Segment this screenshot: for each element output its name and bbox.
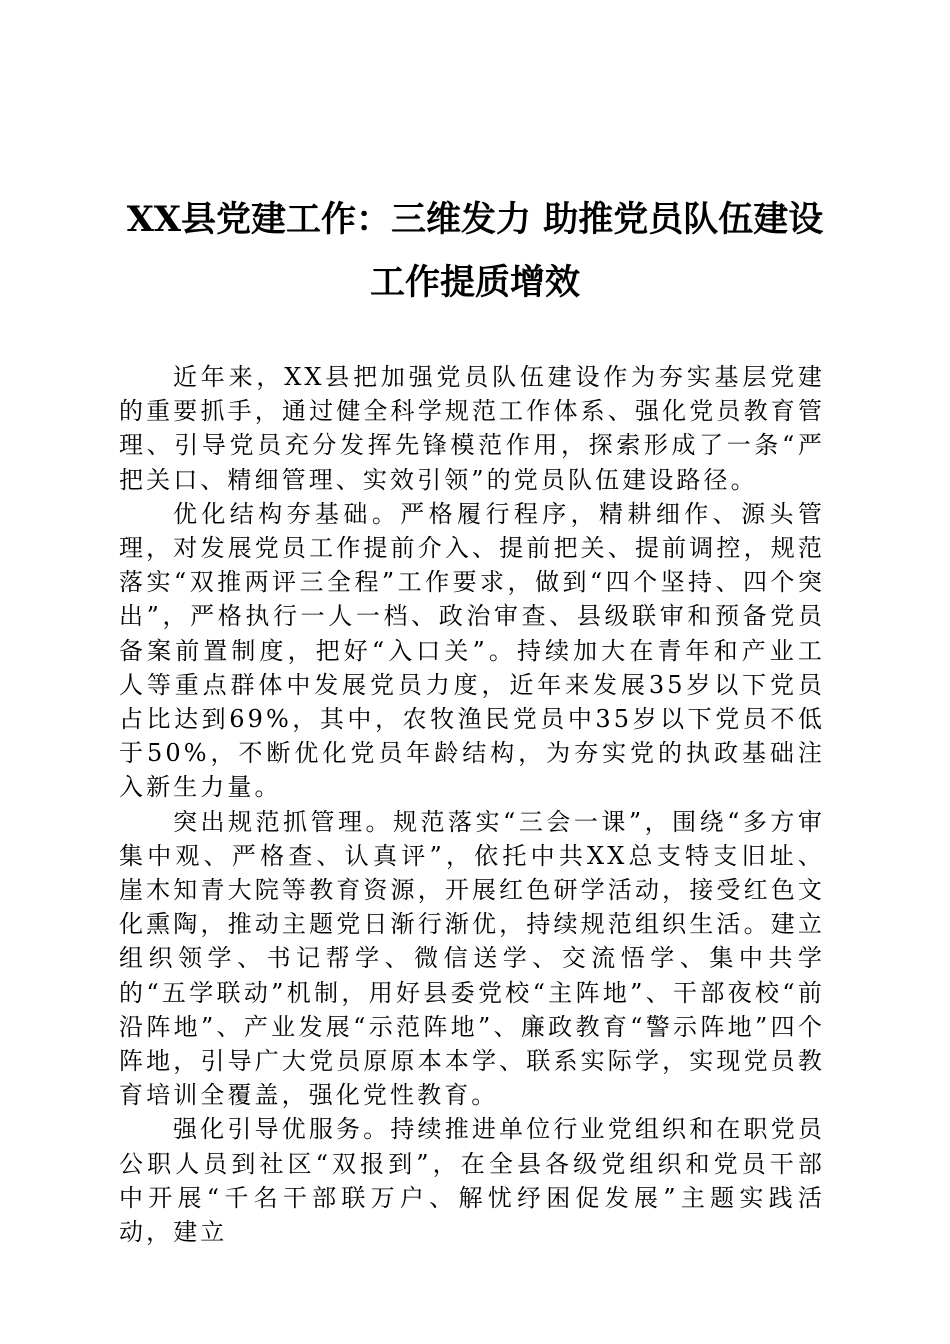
document-title xyxy=(100,188,850,314)
paragraph-standard-management: 突出规范抓管理。规范落实“三会一课”，围绕“多方审集中观、严格查、认真评”，依托中共XX总支特支旧址、崖木知青大院等教育资源，开展红色研学活动，接受红色文化熏陶，推动主题党日渐行渐优，持续规范组织生活。建立组织领学、书记帮学、微信送学、交流悟学、集中共学的“五学联动”机制，用好县委党校“主阵地”、干部夜校“前沿阵地”、产业发展“示范阵地”、廉政教育“警示阵地”四个阵地，引导广大党员原原本本学、联系实际学，实现党员教育培训全覆盖，强化党性教育。 xyxy=(119,807,825,1110)
paragraph-optimize-structure: 优化结构夯基础。严格履行程序，精耕细作、源头管理，对发展党员工作提前介入、提前把关、提前调控，规范落实“双推两评三全程”工作要求，做到“四个坚持、四个突出”，严格执行一人一档、政治审查、县级联审和预备党员备案前置制度，把好“入口关”。持续加大在青年和产业工人等重点群体中发展党员力度，近年来发展35岁以下党员占比达到69%，其中，农牧渔民党员中35岁以下党员不低于50%，不断优化党员年龄结构，为夯实党的执政基础注入新生力量。 xyxy=(119,499,825,802)
title-line-2: 工作提质增效 xyxy=(369,262,580,303)
title-line-1: XX县党建工作：三维发力 助推党员队伍建设 xyxy=(126,199,824,240)
document-body xyxy=(119,360,825,1249)
paragraph-intro: 近年来，XX县把加强党员队伍建设作为夯实基层党建的重要抓手，通过健全科学规范工作体系、强化党员教育管理、引导党员充分发挥先锋模范作用，探索形成了一条“严把关口、精细管理、实效引领”的党员队伍建设路径。 xyxy=(119,363,825,494)
paragraph-guide-service: 强化引导优服务。持续推进单位行业党组织和在职党员公职人员到社区“双报到”，在全县各级党组织和党员干部中开展“千名干部联万户、解忧纾困促发展”主题实践活动，建立 xyxy=(119,1115,825,1247)
